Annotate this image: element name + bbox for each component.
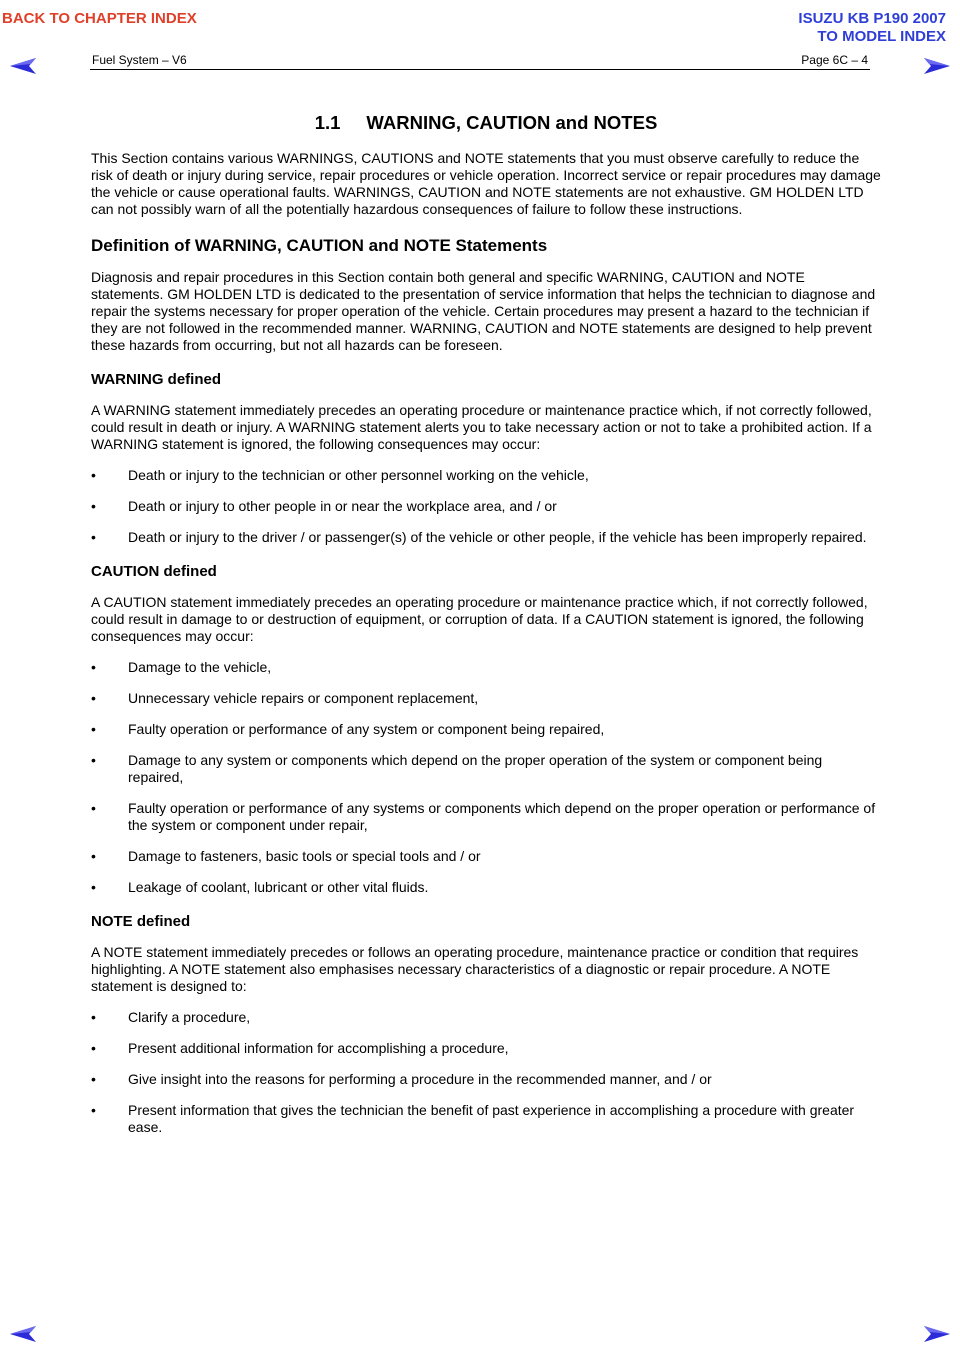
- list-item: [91, 848, 881, 865]
- definition-heading: Definition of WARNING, CAUTION and NOTE Statements: [91, 236, 548, 255]
- list-item-text: Death or injury to the driver / or passenger(s) of the vehicle or other people, if the vehicle has been improperly repaired.: [128, 529, 867, 545]
- header-page-number: Page 6C – 4: [801, 53, 868, 67]
- list-item-text: Faulty operation or performance of any systems or components which depend on the proper operation or performance of the system or component under repair,: [128, 800, 876, 833]
- list-item-text: Death or injury to the technician or other personnel working on the vehicle,: [128, 467, 589, 483]
- list-item: [91, 467, 881, 484]
- bullet: •: [91, 1009, 96, 1025]
- bullet: •: [91, 879, 96, 895]
- list-item: [91, 1071, 881, 1088]
- section-number: 1.1: [314, 112, 341, 133]
- next-page-arrow-icon[interactable]: [924, 58, 950, 74]
- bullet: •: [91, 1040, 96, 1056]
- list-item: [91, 690, 881, 707]
- previous-page-bottom-arrow-icon[interactable]: [10, 1326, 36, 1342]
- bullet: •: [91, 659, 96, 675]
- list-item: [91, 752, 881, 786]
- note-paragraph: A NOTE statement immediately precedes or follows an operating procedure, maintenance practice or condition that requires highlighting. A NOTE statement also emphasises necessary characteristics of a diagnostic or repair procedure. A NOTE statement is designed to:: [91, 944, 859, 994]
- list-item: [91, 1040, 881, 1057]
- note-list: [91, 1009, 881, 1136]
- list-item-text: Damage to any system or components which depend on the proper operation of the system or component being repaired,: [128, 752, 823, 785]
- warning-paragraph: A WARNING statement immediately precedes an operating procedure or maintenance practice which, if not correctly followed, could result in death or injury. A WARNING statement alerts you to take necessary action or not to take a prohibited action. If a WARNING statement is ignored, the following consequences may occur:: [91, 402, 872, 452]
- list-item: [91, 879, 881, 896]
- to-model-index-link[interactable]: TO MODEL INDEX: [817, 28, 946, 45]
- list-item-text: Faulty operation or performance of any system or component being repaired,: [128, 721, 605, 737]
- bullet: •: [91, 1102, 96, 1118]
- list-item-text: Present additional information for accomplishing a procedure,: [128, 1040, 509, 1056]
- list-item: [91, 529, 881, 546]
- section-title: WARNING, CAUTION and NOTES: [366, 112, 658, 133]
- next-page-bottom-arrow-icon[interactable]: [924, 1326, 950, 1342]
- header-section-title: Fuel System – V6: [92, 53, 187, 67]
- list-item: [91, 800, 881, 834]
- bullet: •: [91, 848, 96, 864]
- list-item-text: Damage to the vehicle,: [128, 659, 272, 675]
- list-item: [91, 659, 881, 676]
- warning-heading: WARNING defined: [91, 371, 221, 388]
- list-item-text: Damage to fasteners, basic tools or special tools and / or: [128, 848, 481, 864]
- bullet: •: [91, 752, 96, 768]
- model-title[interactable]: ISUZU KB P190 2007: [798, 10, 946, 27]
- bullet: •: [91, 1071, 96, 1087]
- bullet: •: [91, 721, 96, 737]
- list-item: [91, 1102, 881, 1136]
- caution-list: [91, 659, 881, 896]
- bullet: •: [91, 800, 96, 816]
- list-item-text: Give insight into the reasons for performing a procedure in the recommended manner, and / or: [128, 1071, 712, 1087]
- note-heading: NOTE defined: [91, 913, 191, 930]
- intro-paragraph: This Section contains various WARNINGS, CAUTIONS and NOTE statements that you must observe carefully to reduce the risk of death or injury during service, repair procedures or vehicle operation. Incorrect service or repair procedures may damage the vehicle or cause operational faults. WARNINGS, CAUTION and NOTE statements are not exhaustive. GM HOLDEN LTD can not possibly warn of all the potentially hazardous consequences of failure to follow these instructions.: [91, 150, 881, 217]
- section-heading: [91, 112, 881, 134]
- page-content: [91, 112, 881, 1136]
- previous-page-arrow-icon[interactable]: [10, 58, 36, 74]
- list-item-text: Death or injury to other people in or near the workplace area, and / or: [128, 498, 557, 514]
- list-item: [91, 498, 881, 515]
- caution-heading: CAUTION defined: [91, 563, 217, 580]
- header-rule: [90, 69, 870, 70]
- list-item: [91, 1009, 881, 1026]
- list-item-text: Clarify a procedure,: [128, 1009, 251, 1025]
- warning-list: [91, 467, 881, 546]
- bullet: •: [91, 690, 96, 706]
- definition-paragraph: Diagnosis and repair procedures in this Section contain both general and specific WARNING, CAUTION and NOTE statements. GM HOLDEN LTD is dedicated to the presentation of service information that helps the technician to diagnose and repair the systems necessary for proper operation of the vehicle. Certain procedures may present a hazard to the technician if they are not followed in the recommended manner. WARNING, CAUTION and NOTE statements are designed to help prevent these hazards from occurring, but not all hazards can be foreseen.: [91, 269, 876, 353]
- bullet: •: [91, 467, 96, 483]
- back-to-chapter-index-link[interactable]: BACK TO CHAPTER INDEX: [2, 10, 197, 27]
- list-item-text: Unnecessary vehicle repairs or component replacement,: [128, 690, 479, 706]
- list-item: [91, 721, 881, 738]
- caution-paragraph: A CAUTION statement immediately precedes an operating procedure or maintenance practice which, if not correctly followed, could result in damage to or destruction of equipment, or corruption of data. If a CAUTION statement is ignored, the following consequences may occur:: [91, 594, 868, 644]
- list-item-text: Present information that gives the technician the benefit of past experience in accomplishing a procedure with greater ease.: [128, 1102, 855, 1135]
- bullet: •: [91, 498, 96, 514]
- model-index-block[interactable]: [798, 10, 946, 46]
- bullet: •: [91, 529, 96, 545]
- list-item-text: Leakage of coolant, lubricant or other vital fluids.: [128, 879, 429, 895]
